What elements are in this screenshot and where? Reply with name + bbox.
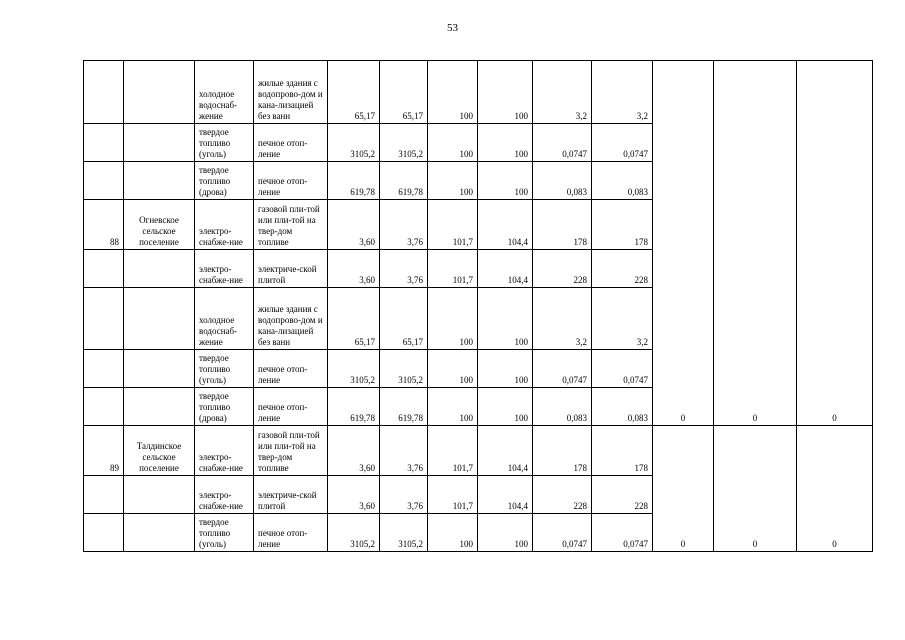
norm-1: 0,083 (533, 162, 592, 200)
percent-2: 100 (478, 350, 533, 388)
utility-type: твердое топливо (дрова) (195, 162, 254, 200)
page-number: 53 (447, 22, 458, 34)
norm-1: 228 (533, 476, 592, 514)
row-number: 88 (84, 200, 124, 250)
percent-1: 100 (428, 124, 478, 162)
percent-1: 100 (428, 162, 478, 200)
percent-1: 100 (428, 288, 478, 350)
housing-type: газовой пли-той или пли-той на твер-дом топливе (254, 426, 328, 476)
utility-type: твердое топливо (дрова) (195, 388, 254, 426)
merged-value-c: 0 (797, 61, 873, 426)
percent-2: 100 (478, 61, 533, 124)
row-number (84, 514, 124, 552)
norm-2: 0,0747 (592, 350, 653, 388)
row-number (84, 162, 124, 200)
row-number (84, 288, 124, 350)
merged-value-a: 0 (653, 61, 714, 426)
settlement-name (124, 162, 195, 200)
utility-type: холодное водоснаб-жение (195, 288, 254, 350)
percent-2: 104,4 (478, 200, 533, 250)
percent-1: 100 (428, 514, 478, 552)
settlement-name (124, 350, 195, 388)
utility-type: электро-снабже-ние (195, 200, 254, 250)
housing-type: печное отоп-ление (254, 124, 328, 162)
norm-1: 0,0747 (533, 124, 592, 162)
value-1: 3,60 (328, 250, 380, 288)
value-1: 65,17 (328, 288, 380, 350)
housing-type: печное отоп-ление (254, 162, 328, 200)
housing-type: печное отоп-ление (254, 514, 328, 552)
norm-1: 0,0747 (533, 350, 592, 388)
percent-2: 100 (478, 514, 533, 552)
settlement-name: Огневское сельское поселение (124, 200, 195, 250)
row-number (84, 388, 124, 426)
percent-2: 100 (478, 124, 533, 162)
utility-type: холодное водоснаб-жение (195, 61, 254, 124)
value-1: 3105,2 (328, 350, 380, 388)
value-2: 3,76 (380, 200, 428, 250)
value-1: 3,60 (328, 476, 380, 514)
table-row (84, 426, 873, 476)
value-2: 3105,2 (380, 514, 428, 552)
housing-type: жилые здания с водопрово-дом и кана-лизацией без ванн (254, 288, 328, 350)
norm-2: 0,0747 (592, 514, 653, 552)
value-1: 3,60 (328, 200, 380, 250)
norm-1: 178 (533, 426, 592, 476)
merged-value-a: 0 (653, 426, 714, 552)
settlement-name (124, 388, 195, 426)
value-1: 3105,2 (328, 124, 380, 162)
settlement-name (124, 124, 195, 162)
row-number (84, 350, 124, 388)
norm-2: 3,2 (592, 288, 653, 350)
norm-2: 0,083 (592, 162, 653, 200)
merged-value-b: 0 (714, 426, 797, 552)
utility-type: твердое топливо (уголь) (195, 124, 254, 162)
norm-1: 3,2 (533, 288, 592, 350)
percent-2: 104,4 (478, 250, 533, 288)
value-1: 3105,2 (328, 514, 380, 552)
percent-1: 101,7 (428, 250, 478, 288)
percent-2: 100 (478, 388, 533, 426)
settlement-name: Талдинское сельское поселение (124, 426, 195, 476)
value-1: 619,78 (328, 162, 380, 200)
value-2: 619,78 (380, 388, 428, 426)
value-2: 3,76 (380, 250, 428, 288)
row-number (84, 124, 124, 162)
norm-1: 0,083 (533, 388, 592, 426)
row-number (84, 61, 124, 124)
percent-1: 101,7 (428, 476, 478, 514)
norm-1: 178 (533, 200, 592, 250)
value-2: 619,78 (380, 162, 428, 200)
percent-2: 104,4 (478, 426, 533, 476)
utility-type: твердое топливо (уголь) (195, 350, 254, 388)
norm-2: 178 (592, 426, 653, 476)
housing-type: печное отоп-ление (254, 350, 328, 388)
norm-2: 228 (592, 250, 653, 288)
value-2: 65,17 (380, 288, 428, 350)
housing-type: жилые здания с водопрово-дом и кана-лизацией без ванн (254, 61, 328, 124)
value-2: 3105,2 (380, 350, 428, 388)
row-number (84, 476, 124, 514)
norm-1: 0,0747 (533, 514, 592, 552)
settlement-name (124, 61, 195, 124)
merged-value-c: 0 (797, 426, 873, 552)
value-1: 3,60 (328, 426, 380, 476)
norm-2: 178 (592, 200, 653, 250)
value-1: 619,78 (328, 388, 380, 426)
percent-2: 100 (478, 288, 533, 350)
settlement-name (124, 250, 195, 288)
table-row (84, 61, 873, 124)
row-number: 89 (84, 426, 124, 476)
norm-1: 228 (533, 250, 592, 288)
housing-type: печное отоп-ление (254, 388, 328, 426)
tariff-table (83, 60, 873, 552)
housing-type: электриче-ской плитой (254, 250, 328, 288)
percent-2: 100 (478, 162, 533, 200)
percent-1: 100 (428, 350, 478, 388)
percent-1: 101,7 (428, 426, 478, 476)
utility-type: твердое топливо (уголь) (195, 514, 254, 552)
percent-1: 100 (428, 388, 478, 426)
norm-2: 228 (592, 476, 653, 514)
value-1: 65,17 (328, 61, 380, 124)
utility-type: электро-снабже-ние (195, 476, 254, 514)
percent-2: 104,4 (478, 476, 533, 514)
norm-2: 0,0747 (592, 124, 653, 162)
settlement-name (124, 288, 195, 350)
value-2: 3105,2 (380, 124, 428, 162)
row-number (84, 250, 124, 288)
norm-2: 0,083 (592, 388, 653, 426)
utility-type: электро-снабже-ние (195, 250, 254, 288)
norm-1: 3,2 (533, 61, 592, 124)
merged-value-b: 0 (714, 61, 797, 426)
utility-type: электро-снабже-ние (195, 426, 254, 476)
value-2: 3,76 (380, 476, 428, 514)
settlement-name (124, 476, 195, 514)
settlement-name (124, 514, 195, 552)
percent-1: 100 (428, 61, 478, 124)
value-2: 65,17 (380, 61, 428, 124)
percent-1: 101,7 (428, 200, 478, 250)
housing-type: электриче-ской плитой (254, 476, 328, 514)
norm-2: 3,2 (592, 61, 653, 124)
housing-type: газовой пли-той или пли-той на твер-дом топливе (254, 200, 328, 250)
value-2: 3,76 (380, 426, 428, 476)
